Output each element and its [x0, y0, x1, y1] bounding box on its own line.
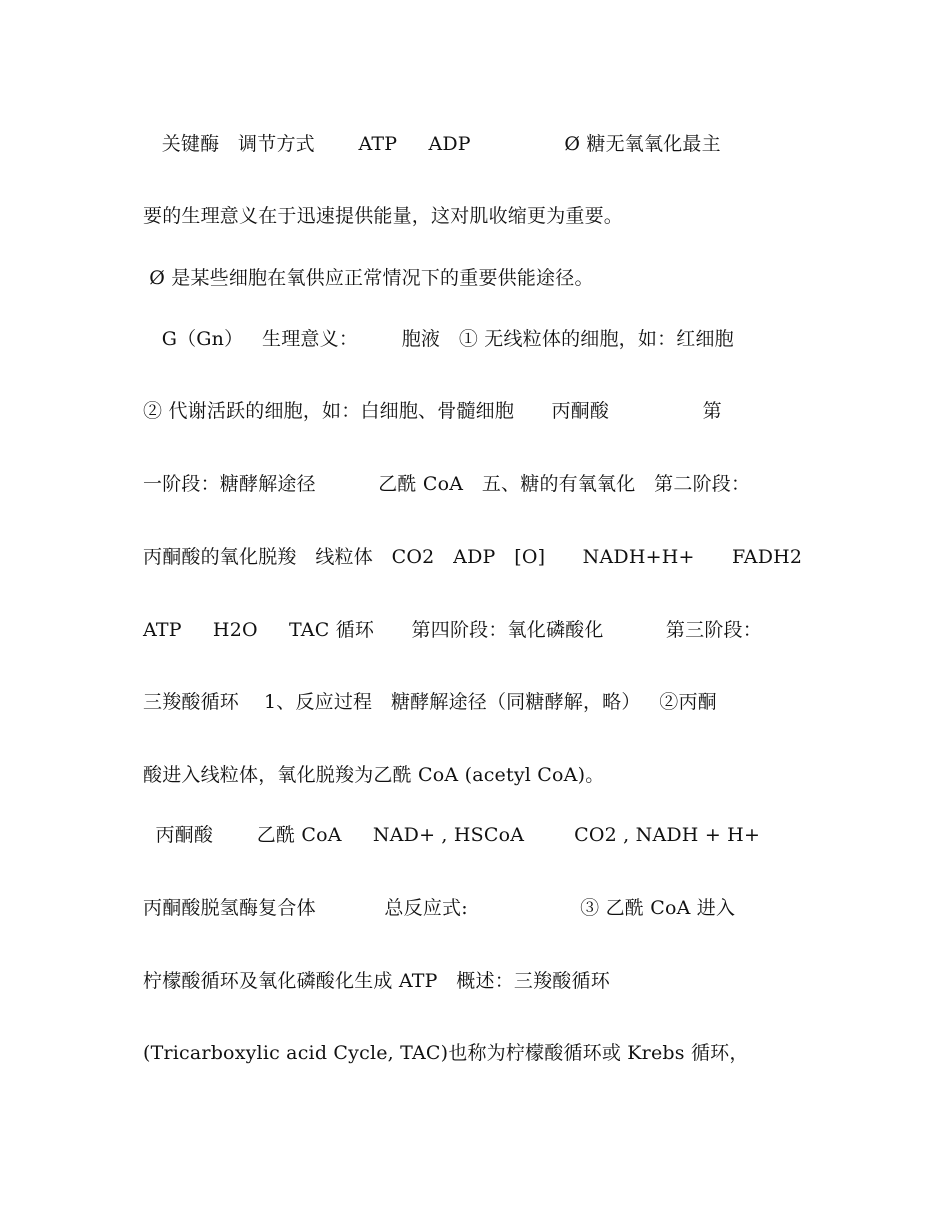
- text-line-6: 一阶段：糖酵解途径 乙酰 CoA 五、糖的有氧氧化 第二阶段：: [143, 473, 751, 495]
- text-line-13: 柠檬酸循环及氧化磷酸化生成 ATP 概述：三羧酸循环: [143, 970, 610, 992]
- text-line-5: ② 代谢活跃的细胞，如：白细胞、骨髓细胞 丙酮酸 第: [143, 400, 722, 422]
- text-line-2: 要的生理意义在于迅速提供能量，这对肌收缩更为重要。: [143, 205, 624, 227]
- text-line-14: (Tricarboxylic acid Cycle, TAC)也称为柠檬酸循环或 Krebs 循环，: [143, 1042, 749, 1064]
- text-line-10: 酸进入线粒体，氧化脱羧为乙酰 CoA (acetyl CoA)。: [143, 764, 605, 786]
- text-line-7: 丙酮酸的氧化脱羧 线粒体 CO2 ADP [O] NADH+H+ FADH2: [143, 546, 803, 568]
- text-line-9: 三羧酸循环 1、反应过程 糖酵解途径（同糖酵解，略） ②丙酮: [143, 691, 717, 713]
- text-line-4: G（Gn） 生理意义： 胞液 ① 无线粒体的细胞，如：红细胞: [143, 328, 734, 350]
- text-line-3: Ø 是某些细胞在氧供应正常情况下的重要供能途径。: [143, 267, 594, 289]
- text-line-11: 丙酮酸 乙酰 CoA NAD+ , HSCoA CO2 , NADH + H+: [143, 824, 761, 846]
- text-line-12: 丙酮酸脱氢酶复合体 总反应式: ③ 乙酰 CoA 进入: [143, 897, 736, 919]
- text-line-1: 关键酶 调节方式 ATP ADP Ø 糖无氧氧化最主: [143, 133, 721, 155]
- text-line-8: ATP H2O TAC 循环 第四阶段：氧化磷酸化 第三阶段：: [143, 619, 762, 641]
